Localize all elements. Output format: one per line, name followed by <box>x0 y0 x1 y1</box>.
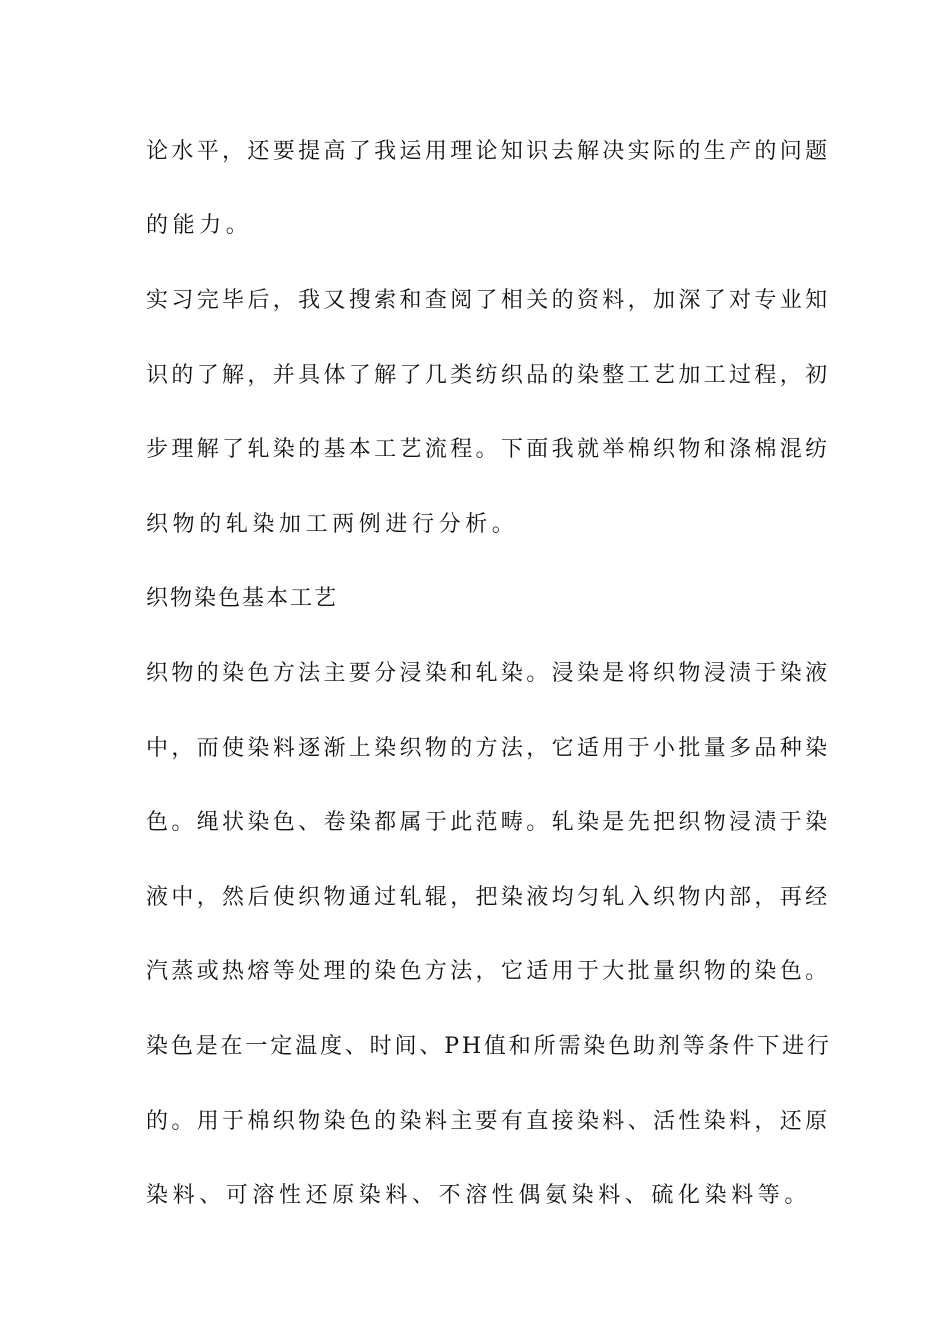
paragraph-line: 实习完毕后，我又搜索和查阅了相关的资料，加深了对专业知 <box>146 288 831 313</box>
section-heading: 织物染色基本工艺 <box>146 586 339 611</box>
paragraph-line: 染料、可溶性还原染料、不溶性偶氨染料、硫化染料等。 <box>146 1183 812 1208</box>
paragraph-line: 论水平，还要提高了我运用理论知识去解决实际的生产的问题 <box>146 139 831 164</box>
paragraph-line: 染色是在一定温度、时间、PH值和所需染色助剂等条件下进行 <box>146 1034 832 1059</box>
paragraph-line: 色。绳状染色、卷染都属于此范畴。轧染是先把织物浸渍于染 <box>146 810 831 835</box>
paragraph-line: 的。用于棉织物染色的染料主要有直接染料、活性染料，还原 <box>146 1109 831 1134</box>
paragraph-line: 织物的轧染加工两例进行分析。 <box>146 512 519 537</box>
paragraph-line: 中，而使染料逐渐上染织物的方法，它适用于小批量多品种染 <box>146 736 831 761</box>
paragraph-line: 步理解了轧染的基本工艺流程。下面我就举棉织物和涤棉混纺 <box>146 437 831 462</box>
paragraph-line: 液中，然后使织物通过轧辊，把染液均匀轧入织物内部，再经 <box>146 885 831 910</box>
paragraph-line: 汽蒸或热熔等处理的染色方法，它适用于大批量织物的染色。 <box>146 959 831 984</box>
paragraph-line: 织物的染色方法主要分浸染和轧染。浸染是将织物浸渍于染液 <box>146 661 831 686</box>
paragraph-line: 的能力。 <box>146 213 253 238</box>
paragraph-line: 识的了解，并具体了解了几类纺织品的染整工艺加工过程，初 <box>146 363 831 388</box>
